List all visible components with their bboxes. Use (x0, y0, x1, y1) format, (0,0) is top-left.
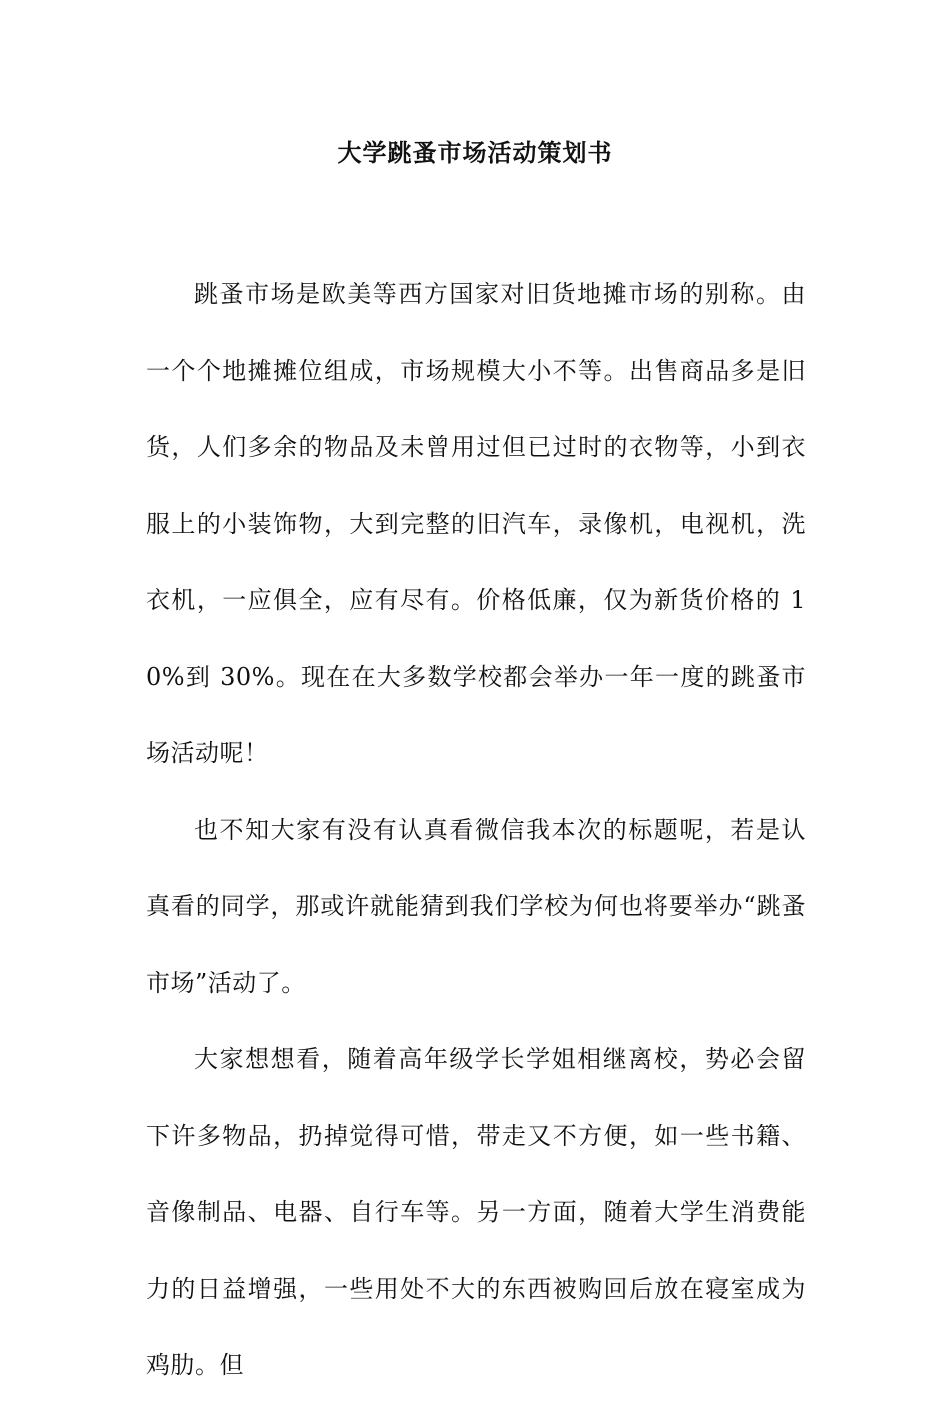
paragraph-1: 跳蚤市场是欧美等西方国家对旧货地摊市场的别称。由一个个地摊摊位组成，市场规模大小不等。出售商品多是旧货，人们多余的物品及未曾用过但已过时的衣物等，小到衣服上的小装饰物，大到完整的旧汽车，录像机，电视机，洗衣机，一应俱全，应有尽有。价格低廉，仅为新货价格的 10%到 30%。现在在大多数学校都会举办一年一度的跳蚤市场活动呢！ (146, 280, 806, 767)
document-body (146, 256, 806, 1404)
paragraph-2: 也不知大家有没有认真看微信我本次的标题呢，若是认真看的同学，那或许就能猜到我们学校为何也将要举办“跳蚤市场”活动了。 (146, 815, 806, 997)
paragraph-3: 大家想想看，随着高年级学长学姐相继离校，势必会留下许多物品，扔掉觉得可惜，带走又不方便，如一些书籍、音像制品、电器、自行车等。另一方面，随着大学生消费能力的日益增强，一些用处不大的东西被购回后放在寝室成为鸡肋。但 (146, 1045, 806, 1379)
document-title: 大学跳蚤市场活动策划书 (337, 138, 613, 167)
